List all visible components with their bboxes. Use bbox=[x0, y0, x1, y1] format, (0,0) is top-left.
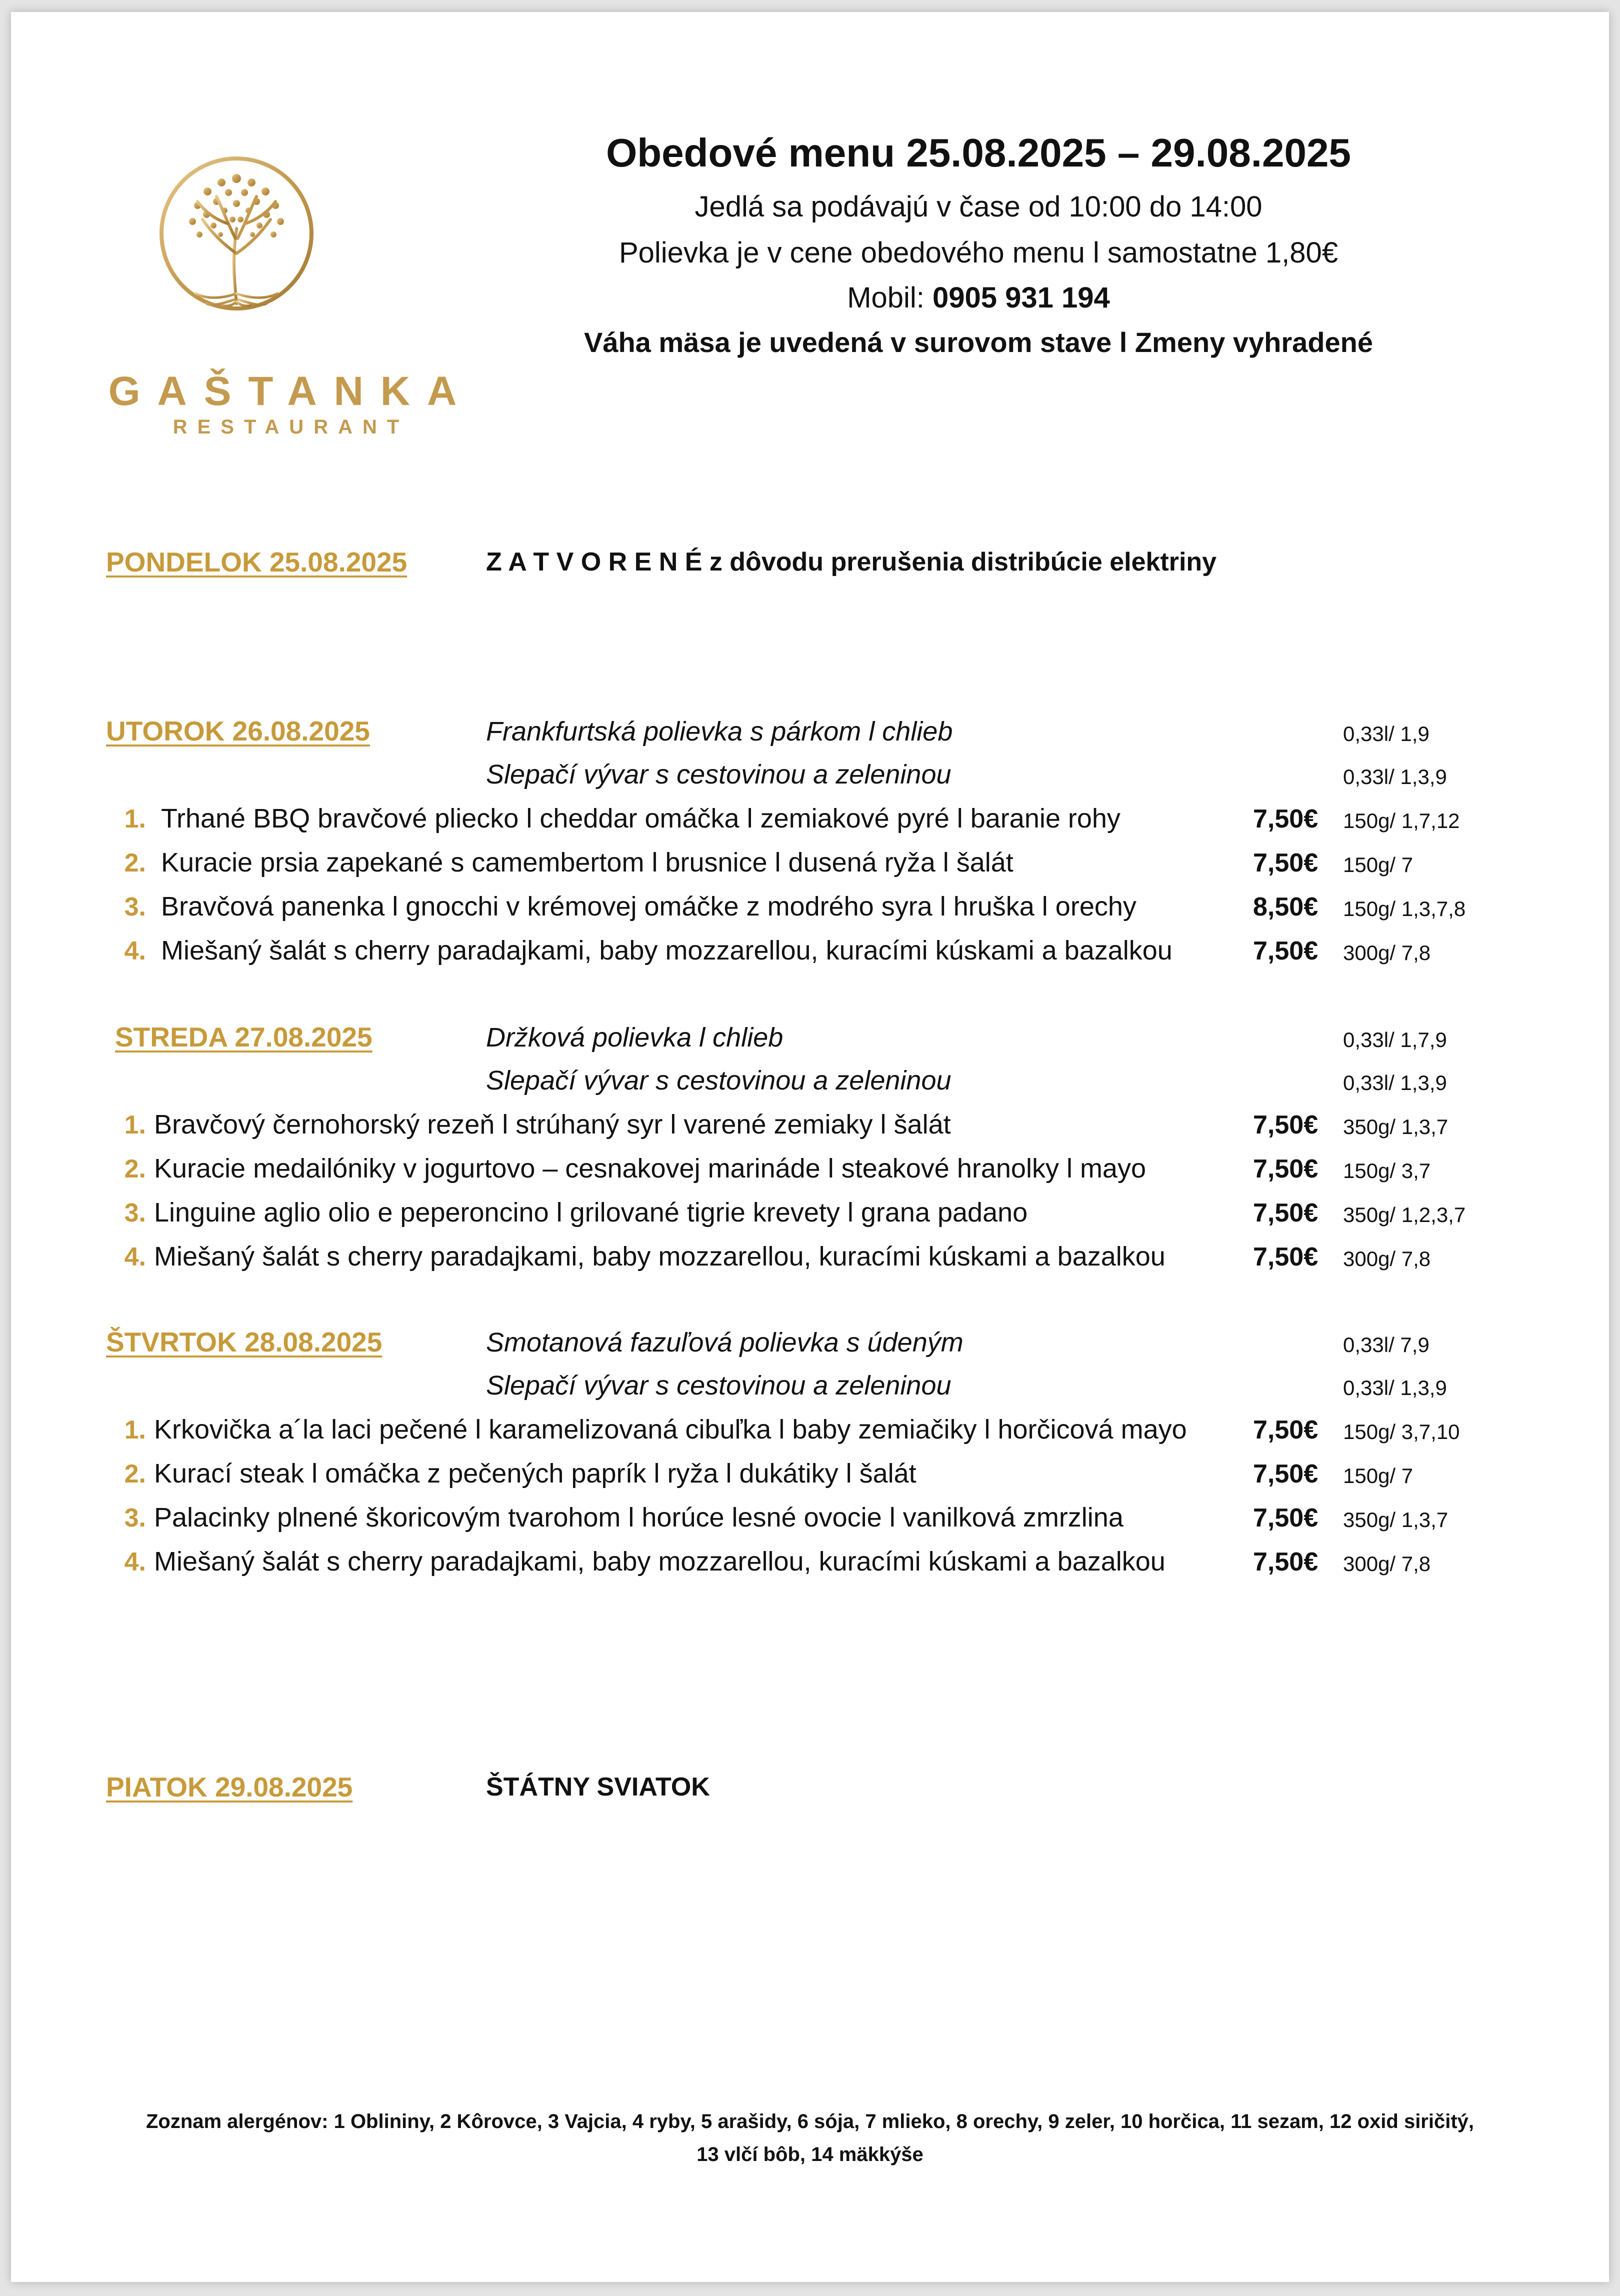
soup-allergens: 0,33l/ 7,9 bbox=[1343, 1333, 1430, 1356]
dish-allergens: 150g/ 7 bbox=[1343, 853, 1414, 876]
day-title: ŠTVRTOK 28.08.2025 bbox=[106, 1326, 382, 1358]
dish-name: Kurací steak l omáčka z pečených paprík l ryža l dukátiky l šalát bbox=[154, 1458, 916, 1488]
soup-name: Slepačí vývar s cestovinou a zeleninou bbox=[486, 1370, 952, 1400]
day-title: STREDA 27.08.2025 bbox=[115, 1022, 372, 1052]
mobile-label: Mobil: bbox=[847, 282, 933, 314]
soup-allergens: 0,33l/ 1,9 bbox=[1343, 722, 1430, 746]
dish-allergens: 150g/ 1,3,7,8 bbox=[1343, 897, 1466, 920]
dish-price: 7,50€ bbox=[1253, 1460, 1318, 1488]
soup-name: Frankfurtská polievka s párkom l chlieb bbox=[486, 716, 953, 746]
mobile-number: 0905 931 194 bbox=[932, 282, 1110, 314]
dish-name: Kuracie medailóniky v jogurtovo – cesnakovej marináde l steakové hranolky l mayo bbox=[154, 1154, 1146, 1184]
dish-allergens: 300g/ 7,8 bbox=[1343, 1552, 1431, 1576]
dish-name: Kuracie prsia zapekané s camembertom l brusnice l dusená ryža l šalát bbox=[161, 848, 1014, 878]
dish-price: 8,50€ bbox=[1253, 892, 1318, 922]
dish-name: Linguine aglio olio e peperoncino l grilované tigrie krevety l grana padano bbox=[154, 1198, 1028, 1228]
dish-allergens: 150g/ 1,7,12 bbox=[1343, 809, 1460, 832]
weight-note: Váha mäsa je uvedená v surovom stave l Zmeny vyhradené bbox=[584, 326, 1374, 358]
day-note: ŠTÁTNY SVIATOK bbox=[486, 1772, 710, 1802]
serving-hours: Jedlá sa podávajú v čase od 10:00 do 14:00 bbox=[694, 190, 1262, 223]
allergen-list bbox=[71, 2105, 1549, 2171]
dish-number: 3. bbox=[124, 1504, 146, 1532]
soup-allergens: 0,33l/ 1,3,9 bbox=[1343, 1071, 1447, 1094]
dish-number: 2. bbox=[124, 1460, 146, 1488]
dish-allergens: 350g/ 1,2,3,7 bbox=[1343, 1203, 1466, 1226]
dish-name: Krkovička a´la laci pečené l karamelizovaná cibuľka l baby zemiačiky l horčicová mayo bbox=[154, 1414, 1187, 1444]
dish-number: 4. bbox=[124, 936, 146, 966]
mobile-line bbox=[581, 281, 1376, 314]
dish-price: 7,50€ bbox=[1253, 1198, 1318, 1228]
soup-name: Držková polievka l chlieb bbox=[486, 1022, 784, 1052]
dish-price: 7,50€ bbox=[1253, 1416, 1318, 1444]
dish-name: Bravčový černohorský rezeň l strúhaný syr l varené zemiaky l šalát bbox=[154, 1110, 951, 1140]
dish-number: 1. bbox=[124, 804, 146, 834]
dish-name: Palacinky plnené škoricovým tvarohom l horúce lesné ovocie l vanilková zmrzlina bbox=[154, 1502, 1124, 1532]
dish-allergens: 150g/ 3,7 bbox=[1343, 1159, 1431, 1182]
allergen-list-line: Zoznam alergénov: 1 Oblininy, 2 Kôrovce, 3 Vajcia, 4 ryby, 5 arašidy, 6 sója, 7 mlieko, 8 orechy, 9 zeler, 10 horčica, 11 sezam, 12 oxid siričitý, bbox=[146, 2110, 1474, 2132]
menu-page bbox=[11, 12, 1609, 2282]
day-note: Z A T V O R E N É z dôvodu prerušenia distribúcie elektriny bbox=[486, 548, 1217, 576]
day-title: PIATOK 29.08.2025 bbox=[106, 1772, 353, 1802]
day-title: PONDELOK 25.08.2025 bbox=[106, 546, 408, 578]
menu-title: Obedové menu 25.08.2025 – 29.08.2025 bbox=[606, 130, 1351, 175]
dish-allergens: 300g/ 7,8 bbox=[1343, 1247, 1431, 1270]
soup-allergens: 0,33l/ 1,7,9 bbox=[1343, 1028, 1447, 1052]
dish-allergens: 350g/ 1,3,7 bbox=[1343, 1508, 1448, 1532]
dish-price: 7,50€ bbox=[1253, 1110, 1318, 1140]
dish-price: 7,50€ bbox=[1253, 1504, 1318, 1532]
dish-allergens: 300g/ 7,8 bbox=[1343, 941, 1431, 964]
dish-number: 3. bbox=[124, 892, 146, 922]
allergen-list-line: 13 vlčí bôb, 14 mäkkýše bbox=[696, 2144, 924, 2166]
dish-allergens: 350g/ 1,3,7 bbox=[1343, 1115, 1448, 1138]
dish-allergens: 150g/ 3,7,10 bbox=[1343, 1420, 1460, 1444]
soup-price-note: Polievka je v cene obedového menu l samostatne 1,80€ bbox=[618, 236, 1338, 269]
dish-number: 2. bbox=[124, 1154, 146, 1184]
dish-name: Miešaný šalát s cherry paradajkami, baby mozzarellou, kuracími kúskami a bazalkou bbox=[154, 1242, 1166, 1272]
dish-price: 7,50€ bbox=[1253, 804, 1318, 834]
logo-name: GAŠTANKA bbox=[108, 368, 474, 414]
dish-number: 3. bbox=[124, 1198, 146, 1228]
dish-number: 4. bbox=[124, 1548, 146, 1576]
dish-price: 7,50€ bbox=[1253, 1154, 1318, 1184]
dish-number: 4. bbox=[124, 1242, 146, 1272]
dish-price: 7,50€ bbox=[1253, 1242, 1318, 1272]
dish-allergens: 150g/ 7 bbox=[1343, 1464, 1414, 1488]
soup-name: Smotanová fazuľová polievka s údeným bbox=[486, 1328, 964, 1358]
soup-allergens: 0,33l/ 1,3,9 bbox=[1343, 1376, 1447, 1400]
soup-allergens: 0,33l/ 1,3,9 bbox=[1343, 765, 1447, 788]
dish-name: Trhané BBQ bravčové pliecko l cheddar omáčka l zemiakové pyré l baranie rohy bbox=[161, 804, 1120, 834]
dish-name: Miešaný šalát s cherry paradajkami, baby mozzarellou, kuracími kúskami a bazalkou bbox=[161, 936, 1172, 966]
dish-name: Bravčová panenka l gnocchi v krémovej omáčke z modrého syra l hruška l orechy bbox=[161, 892, 1136, 922]
dish-price: 7,50€ bbox=[1253, 848, 1318, 878]
dish-price: 7,50€ bbox=[1253, 936, 1318, 966]
tree-logo-icon bbox=[158, 104, 316, 364]
dish-number: 1. bbox=[124, 1110, 146, 1140]
dish-price: 7,50€ bbox=[1253, 1548, 1318, 1576]
dish-number: 2. bbox=[124, 848, 146, 878]
soup-name: Slepačí vývar s cestovinou a zeleninou bbox=[486, 1066, 952, 1096]
dish-number: 1. bbox=[124, 1416, 146, 1444]
dish-name: Miešaný šalát s cherry paradajkami, baby mozzarellou, kuracími kúskami a bazalkou bbox=[154, 1546, 1166, 1576]
soup-name: Slepačí vývar s cestovinou a zeleninou bbox=[486, 760, 952, 790]
day-title: UTOROK 26.08.2025 bbox=[106, 716, 370, 746]
logo-subtitle: RESTAURANT bbox=[172, 416, 410, 438]
